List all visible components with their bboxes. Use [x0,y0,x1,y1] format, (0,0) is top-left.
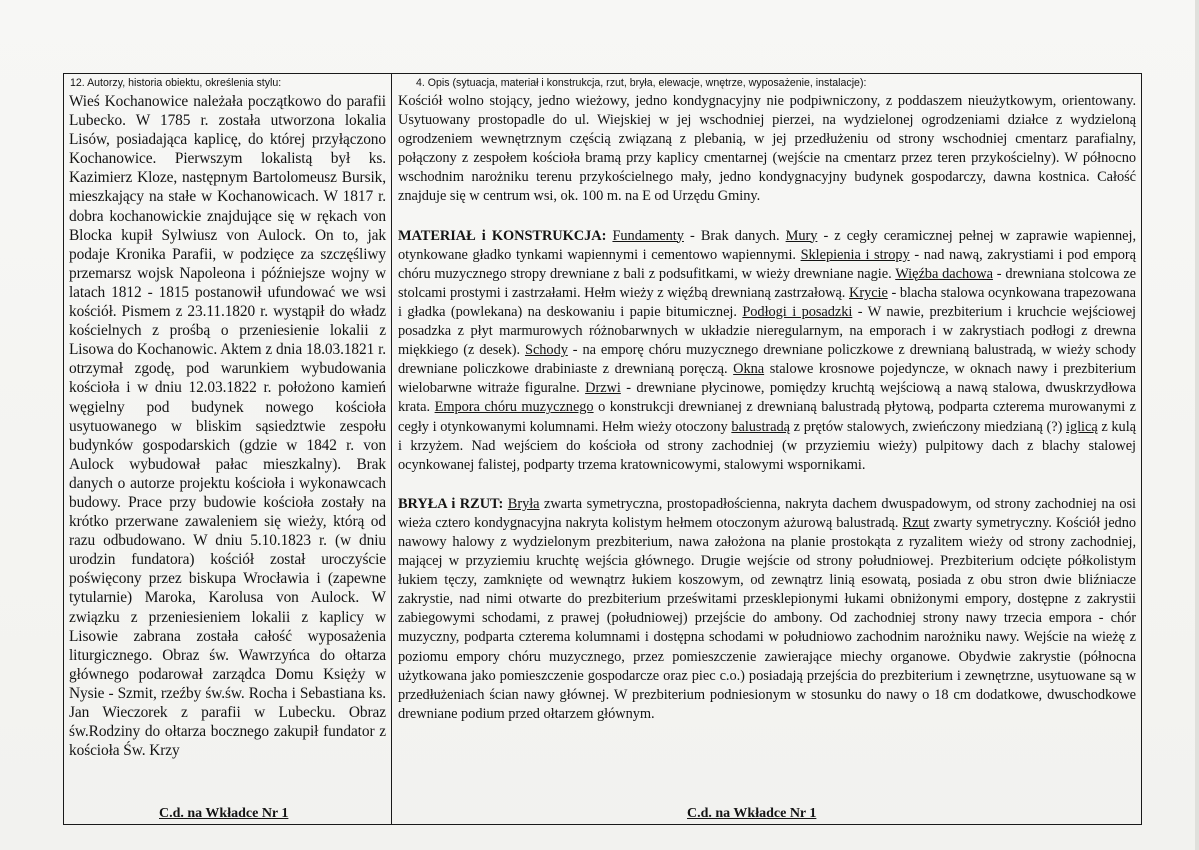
empora-label: Empora chóru muzycznego [434,399,594,416]
material-title: MATERIAŁ i KONSTRUKCJA: [398,227,607,244]
mury-text: - z cegły ceramicznej pełnej w zaprawie wapiennej, otynkowane gładko tynkami wapiennymi i cementowo wapiennymi. [398,227,1136,263]
okna-label: Okna [733,361,765,378]
bryla-text: zwarta symetryczna, prostopadłościenna, nakryta dachem dwuspadowym, od strony zachodniej na osi wieża cztero kondygnacyjna nakryta kolistym hełmem otoczonym ażurową balustradą. [398,495,1136,531]
material-paragraph [398,227,1136,475]
rzut-label: Rzut [902,514,930,531]
podlogi-label: Podłogi i posadzki [742,303,853,320]
wiezba-text: - drewniana stolcowa ze stolcami prostymi i zastrzałami. Hełm wieży z więźbą drewnianą zastrzałową. [398,265,1137,301]
iglica-text: z kulą i krzyżem. Nad wejściem do kościoła od strony zachodniej (w przyziemiu wieży) pulpitowy dach z blachy stalowej ocynkowanej falistej, podparty trzema kratownicowymi, stalowymi wspornikami. [398,418,1136,473]
wiezba-label: Więźba dachowa [895,265,993,282]
scan-edge [1195,0,1199,850]
bryla-title: BRYŁA i RZUT: [398,495,504,512]
podlogi-text: - W nawie, prezbiterium i kruchcie wejściowej posadzka z płyt marmurowych różnobarwnych w układzie nieregularnym, na emporach i w zakrystiach podłogi z drewna miękkiego (z desek). [398,303,1136,359]
situation-paragraph: Kościół wolno stojący, jedno wieżowy, jedno kondygnacyjny nie podpiwniczony, z poddaszem nieużytkowym, orientowany. Usytuowany prostopadle do ul. Wiejskiej w jej wschodniej pierzei, na wydzielonej ogrodzeniami działce z wydzieloną ogrodzeniem wewnętrznym częścią związaną z plebanią, w jej przedłużeniu od strony wschodniej cmentarz parafialny, połączony z zespołem kościoła bramą przy kaplicy cmentarnej (wejście na cmentarz przez teren przykościelny). W północno wschodnim narożniku terenu przykościelnego mały, jedno kondygnacyjny budynek gospodarczy, dawna kostnica. Całość znajduje się w centrum wsi, ok. 100 m. na E od Urzędu Gminy. [398,93,1136,205]
empora-text: o konstrukcji drewnianej z drewnianą balustradą płytową, podparta czterema murowanymi z cegły i otynkowanymi kolumnami. Hełm wieży otoczony [398,399,1137,435]
sklepienia-text: - nad nawą, zakrystiami i pod emporą chóru muzycznego stropy drewniane z bali z podsufitkami, w wieży drewniane nagie. [398,246,1137,282]
krycie-label: Krycie [848,284,888,301]
fundamenty-label: Fundamenty [612,227,684,244]
rzut-text: zwarty symetryczny. Kościół jedno nawowy halowy z wydzielonym prezbiterium, nawa założona na planie prostokąta z ryzalitem wieży od strony zachodniej, mającej w przyziemiu kruchtę wejścia głównego. Drugie wejście od strony południowej. Prezbiterium odcięte półkolistym łukiem tęczy, zamknięte od wewnątrz łukiem koszowym, od zewnątrz linią esowatą, posiada z obu stron dwie bliźniacze zakrystie, nad nimi otwarte do prezbiterium prześwitami przesklepionymi łukami obniżonymi empory, dostępne z zakrystii zabiegowymi schodami, z prawej (południowej) przejście do ambony. Od zachodniej strony nawy trzecia empora - chór muzyczny, podparta czterema kolumnami i dostępna schodami w południowo zachodnim narożniku nawy. Wejście na wieżę z poziomu empory chóru muzycznego, przez pomieszczenie zawierające miechy organowe. Obydwie zakrystie (północna użytkowana jako pomieszczenie gospodarcze oraz piec c.o.) posiadają przejścia do prezbiterium i zewnętrzne, usytuowane są w przedłużeniach ścian nawy głównej. W prezbiterium podniesionym w stosunku do nawy o 18 cm dodatkowe, dwuschodkowe drewniane podium przed ołtarzem głównym. [398,514,1136,722]
schody-label: Schody [524,342,568,359]
history-header: 12. Autorzy, historia obiektu, określenia stylu: [70,77,282,89]
history-text: Wieś Kochanowice należała początkowo do parafii Lubecko. W 1785 r. została utworzona lokalia Lisów, posiadająca kaplicę, do której przyłączono Kochanowice. Pierwszym lokalistą był ks. Kazimierz Kloze, następnym Bartolomeusz Bursik, mieszkający na stałe w Kochanowicach. W 1817 r. dobra kochanowickie znajdujące się w rękach von Blocka kupił Sylwiusz von Aulock. On to, jak podaje Kronika Parafii, w podzięce za szczęśliwy przemarsz wojsk Napoleona i późniejsze wojny w latach 1812 - 1815 postanowił ufundować we wsi kościół. Pismem z 23.11.1820 r. wystąpił do władz kościelnych z prośbą o przeniesienie lokalii z Lisowa do Kochanowic. Aktem z dnia 18.03.1821 r. otrzymał zgodę, pod warunkiem wybudowania kościoła i w dniu 12.03.1822 r. położono kamień węgielny pod budynek nowego kościoła usytuowanego w bliskim sąsiedztwie zespołu budynków gospodarskich (gdzie w 1842 r. von Aulock wybudował pałac mieszkalny). Brak danych o autorze projektu kościoła i wykonawcach budowy. Prace przy budowie kościoła zostały na krótko przerwane zawaleniem się wieży, którą od razu odbudowano. W dniu 5.10.1823 r. (w dniu urodzin fundatora) kościół został uroczyście poświęcony przez biskupa Wrocławia i (zapewne tytularnie) Maroka, Karolusa von Aulock. W związku z przeniesieniem lokalii z kaplicy w Lisowie zabrana została całość wyposażenia liturgicznego. Obraz św. Wawrzyńca do ołtarza głównego podarował zarządca Domu Księży w Nysie - Szmit, rzeźby św.św. Rocha i Sebastiana ks. Jan Wieczorek z parafii w Lubecku. Obraz św.Rodziny do ołtarza bocznego zakupił fundator z kościoła Św. Krzy [69,93,386,760]
history-column [64,73,391,825]
sklepienia-label: Sklepienia i stropy [800,246,910,263]
mury-label: Mury [785,227,818,244]
fundamenty-text: - Brak danych. [683,227,786,244]
description-continuation-note: C.d. na Wkładce Nr 1 [687,806,817,821]
history-continuation-note: C.d. na Wkładce Nr 1 [159,806,289,821]
schody-text: - na emporę chóru muzycznego drewniane policzkowe z drewnianą balustradą, w wieży schody drewniane policzkowe drabiniaste z drewnianą poręczą. [398,342,1137,378]
bryla-paragraph [398,495,1136,724]
krycie-text: - blacha stalowa ocynkowana trapezowana i gładka (powlekana) na deskowaniu i papie bitumicznej. [398,284,1136,320]
balustrada-label: balustradą [731,418,790,435]
description-text [398,92,1136,724]
balustrada-text: z prętów stalowych, zwieńczony miedzianą (?) [789,418,1067,435]
okna-text: stalowe krosnowe pojedyncze, w oknach nawy i prezbiterium wielobarwne witraże figuralne. [398,361,1136,397]
description-column [392,73,1141,825]
bryla-label: Bryła [507,495,540,512]
description-header: 4. Opis (sytuacja, materiał i konstrukcja, rzut, bryła, elewacje, wnętrze, wyposażenie, instalacje): [416,77,867,89]
drzwi-text: - drewniane płycinowe, pomiędzy kruchtą wejściową a nawą stalowa, dwuskrzydłowa krata. [398,380,1136,416]
iglica-label: iglicą [1066,418,1098,435]
drzwi-label: Drzwi [585,380,621,397]
